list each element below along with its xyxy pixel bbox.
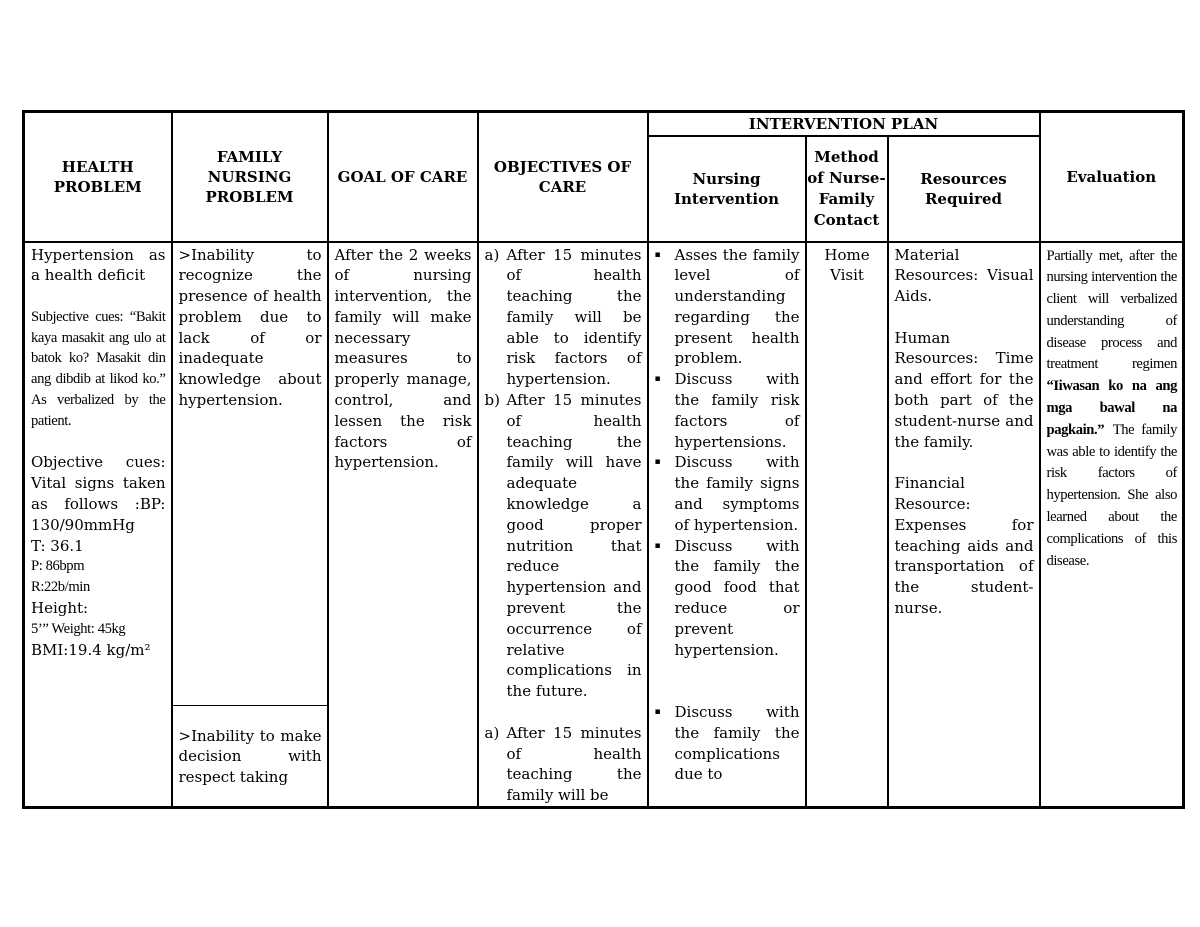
family-problem-recognize: >Inability to recognize the presence of health problem due to lack of or inadequate knowledge about hypertension. xyxy=(178,245,322,410)
bullet-icon: ▪ xyxy=(654,540,661,551)
resources-cell xyxy=(888,242,1040,808)
vital-temperature: T: 36.1 xyxy=(31,536,84,555)
intervention-item xyxy=(655,245,800,370)
header-evaluation: Evaluation xyxy=(1040,112,1184,242)
intervention-text: Asses the family level of understanding regarding the present health problem. xyxy=(674,245,800,368)
objective-label: a) xyxy=(484,245,500,264)
nursing-care-plan-table xyxy=(22,110,1185,809)
resources-financial: Financial Resource: Expenses for teaching aids and transportation of the student-nurse. xyxy=(894,474,1034,618)
intervention-item xyxy=(655,702,800,785)
intervention-text: Discuss with the family signs and symptoms of hypertension. xyxy=(674,453,800,534)
goal-of-care-cell xyxy=(328,242,478,808)
header-method-of-contact: Method of Nurse-Family Contact xyxy=(806,136,888,242)
header-intervention-plan: INTERVENTION PLAN xyxy=(648,112,1040,136)
evaluation-result: The family was able to identify the risk factors of hypertension. She also learned about the complications of this disease. xyxy=(1046,421,1177,569)
evaluation-cell xyxy=(1040,242,1184,808)
resources-human: Human Resources: Time and effort for the both part of the student-nurse and the family. xyxy=(894,328,1034,451)
bullet-icon: ▪ xyxy=(654,374,661,385)
bullet-icon: ▪ xyxy=(654,249,661,260)
header-health-problem: HEALTH PROBLEM xyxy=(24,112,172,242)
evaluation-quote: “Iiwasan ko na ang mga bawal na pagkain.” xyxy=(1046,378,1177,438)
objective-text: After 15 minutes of health teaching the family will be xyxy=(506,723,642,805)
nursing-intervention-cell xyxy=(648,242,806,808)
objectives-cell xyxy=(478,242,648,808)
family-nursing-problem-cell xyxy=(172,242,328,808)
health-problem-cell xyxy=(24,242,172,808)
header-family-nursing-problem: FAMILY NURSING PROBLEM xyxy=(172,112,328,242)
intervention-item xyxy=(655,536,800,661)
header-goal-of-care: GOAL OF CARE xyxy=(328,112,478,242)
header-resources-required: Resources Required xyxy=(888,136,1040,242)
intervention-text: Discuss with the family risk factors of hypertensions. xyxy=(674,370,800,451)
objective-cues: Objective cues: Vital signs taken as follows :BP: 130/90mmHg xyxy=(31,453,166,534)
objective-item xyxy=(485,723,642,806)
objective-item xyxy=(485,245,642,391)
intervention-item xyxy=(655,369,800,452)
vital-pulse: P: 86bpm xyxy=(31,558,85,575)
objective-text: After 15 minutes of health teaching the family will be able to identify risk factors of hypertension. xyxy=(506,245,642,389)
intervention-text: Discuss with the family the complications due to xyxy=(674,703,800,784)
objective-label: a) xyxy=(484,723,500,742)
vital-height: Height: xyxy=(31,599,89,618)
objective-label: b) xyxy=(484,391,500,410)
intervention-text: Discuss with the family the good food that reduce or prevent hypertension. xyxy=(674,536,800,659)
method-of-contact-text: Home Visit xyxy=(824,245,870,285)
goal-of-care-text: After the 2 weeks of nursing intervention, the family will make necessary measures to properly manage, control, and lessen the risk factors of hypertension. xyxy=(334,245,472,472)
vital-respiration: R:22b/min xyxy=(31,579,90,596)
family-problem-decision: >Inability to make decision with respect taking xyxy=(178,726,322,787)
method-of-contact-cell xyxy=(806,242,888,808)
header-objectives-of-care: OBJECTIVES OF CARE xyxy=(478,112,648,242)
header-nursing-intervention: Nursing Intervention xyxy=(648,136,806,242)
resources-material: Material Resources: Visual Aids. xyxy=(894,245,1034,306)
bullet-icon: ▪ xyxy=(654,457,661,468)
intervention-item xyxy=(655,452,800,535)
objective-item xyxy=(485,390,642,702)
bullet-icon: ▪ xyxy=(654,707,661,718)
subjective-cues: Subjective cues: “Bakit kaya masakit ang ulo at batok ko? Masakit din ang dibdib at likod ko.” As verbalized by the patient. xyxy=(31,308,166,429)
vital-weight: 5’” Weight: 45kg xyxy=(31,620,126,637)
evaluation-intro: Partially met, after the nursing intervention the client will verbalized understanding of disease process and treatment regimen xyxy=(1046,247,1177,373)
objective-text: After 15 minutes of health teaching the family will have adequate knowledge a good proper nutrition that reduce hypertension and prevent the occurrence of relative complications in the future. xyxy=(506,391,642,701)
vital-bmi: BMI:19.4 kg/m² xyxy=(31,640,151,659)
health-problem-title: Hypertension as a health deficit xyxy=(31,245,166,285)
